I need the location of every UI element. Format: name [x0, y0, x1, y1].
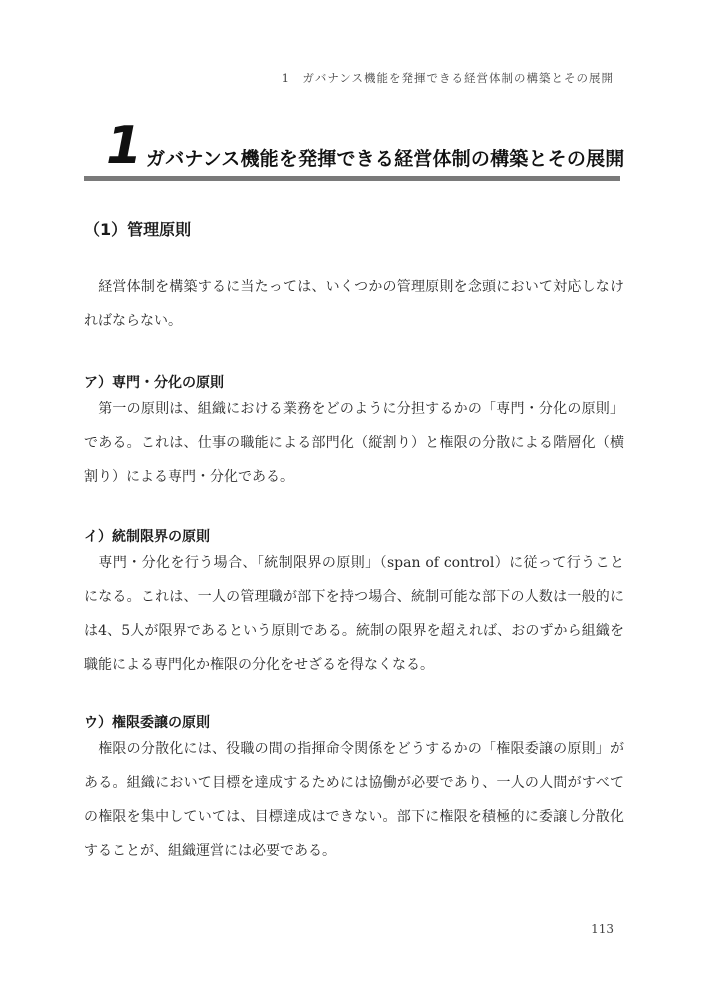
chapter-heading: [88, 116, 625, 178]
subsection-heading-u: ウ）権限委譲の原則: [84, 715, 210, 731]
page-number: 113: [591, 922, 614, 936]
running-header: 1 ガバナンス機能を発揮できる経営体制の構築とその展開: [281, 71, 614, 85]
section-intro-paragraph: 経営体制を構築するに当たっては、いくつかの管理原則を念頭において対応しなければならない。: [84, 279, 624, 329]
subsection-body-a: 第一の原則は、組織における業務をどのように分担するかの「専門・分化の原則」である。これは、仕事の職能による部門化（縦割り）と権限の分散による階層化（横割り）による専門・分化である。: [84, 401, 624, 485]
subsection-heading-a: ア）専門・分化の原則: [84, 375, 224, 391]
subsection-body-u: 権限の分散化には、役職の間の指揮命令関係をどうするかの「権限委譲の原則」がある。組織において目標を達成するためには協働が必要であり、一人の人間がすべての権限を集中していては、目標達成はできない。部下に権限を積極的に委譲し分散化することが、組織運営には必要である。: [84, 741, 624, 859]
subsection-heading-i: イ）統制限界の原則: [84, 529, 210, 545]
section-heading: （1）管理原則: [84, 220, 192, 239]
chapter-divider: [84, 176, 620, 181]
chapter-title: ガバナンス機能を発揮できる経営体制の構築とその展開: [146, 148, 625, 170]
subsection-body-i: 専門・分化を行う場合、「統制限界の原則」（span of control）に従って行うことになる。これは、一人の管理職が部下を持つ場合、統制可能な部下の人数は一般的には4、5人が限界であるという原則である。統制の限界を超えれば、おのずから組織を職能による専門化か権限の分化をせざるを得なくなる。: [84, 555, 624, 673]
chapter-number: 1: [106, 116, 143, 176]
